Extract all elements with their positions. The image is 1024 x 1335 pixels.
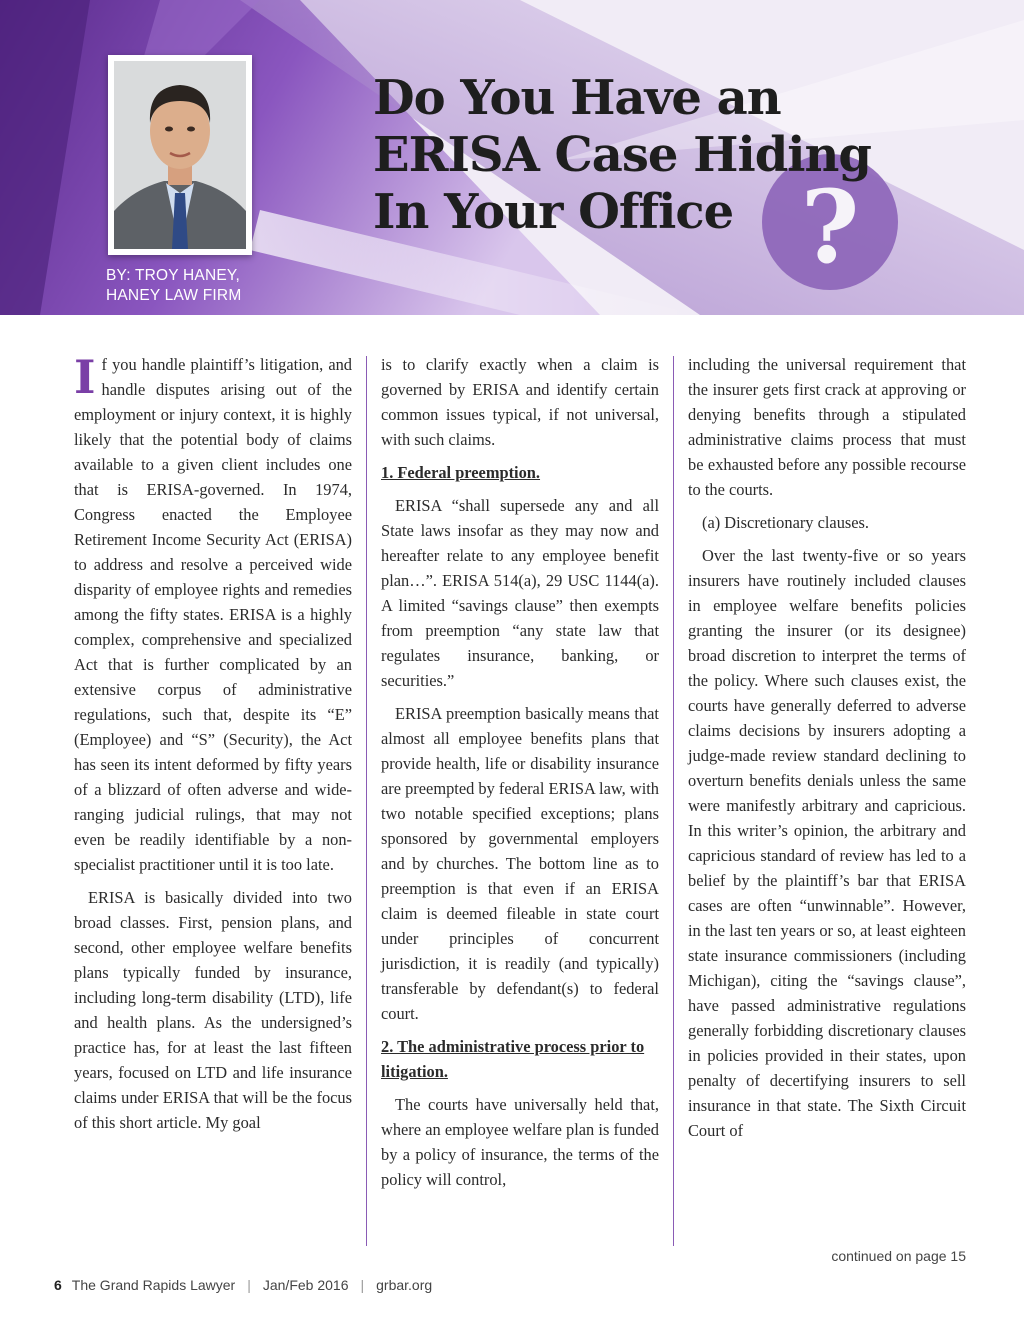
title-line-3: In Your Office: [373, 184, 734, 240]
column-divider: [366, 356, 367, 1246]
continued-note: continued on page 15: [831, 1248, 966, 1264]
byline-author: BY: TROY HANEY,: [106, 267, 240, 284]
paragraph: Over the last twenty-five or so years insurers have routinely included clauses in employee welfare benefits policies granting the insurer (or its designee) broad discretion to interpret the terms of the policy. Where such clauses exist, the courts have generally deferred to adverse claims decisions by insurers adopting a judge-made review standard declining to overturn benefits denials unless the same were manifestly arbitrary and capricious. In this writer’s opinion, the arbitrary and capricious standard of review has led to a belief by the plaintiff’s bar that ERISA cases are often “unwinnable”. However, in the last ten years or so, at least eighteen state insurance commissioners (including Michigan), citing the “savings clause”, have passed administrative regulations generally forbidding discretionary clauses in policies provided in their states, upon penalty of decertifying insurers to sell insurance in that state. The Sixth Circuit Court of: [688, 546, 966, 1140]
paragraph: ERISA is basically divided into two broad classes. First, pension plans, and second, other employee welfare benefits plans typically funded by insurance, including long-term disability (LTD), life and health plans. As the undersigned’s practice has, for at least the last fifteen years, focused on LTD and life insurance claims under ERISA that will be the focus of this short article. My goal: [74, 888, 352, 1132]
byline-firm: HANEY LAW FIRM: [106, 287, 242, 304]
header-banner: [0, 0, 1024, 315]
page-number: 6: [54, 1277, 62, 1293]
author-portrait-icon: [114, 61, 246, 249]
paragraph: The courts have universally held that, where an employee welfare plan is funded by a policy of insurance, the terms of the policy will control,: [381, 1095, 659, 1189]
article-column-3: [688, 352, 966, 1151]
paragraph: ERISA preemption basically means that almost all employee benefits plans that provide health, life or disability insurance are preempted by federal ERISA law, with two notable specified exceptions; plans sponsored by governmental employers and by churches. The bottom line as to preemption is that even if an ERISA claim is deemed fileable in state court under principles of concurrent jurisdiction, it is readily (and typically) transferable by defendant(s) to federal court.: [381, 704, 659, 1023]
subheading: (a) Discretionary clauses.: [702, 513, 870, 532]
title-line-1: Do You Have an: [373, 70, 781, 126]
title-line-2: ERISA Case Hiding: [373, 127, 871, 183]
paragraph: is to clarify exactly when a claim is governed by ERISA and identify certain common issues typical, if not universal, with such claims.: [381, 355, 659, 449]
publication-name: The Grand Rapids Lawyer: [71, 1277, 236, 1293]
article-column-1: [74, 352, 352, 1143]
byline: [106, 266, 306, 306]
issue-date: Jan/Feb 2016: [262, 1277, 349, 1293]
section-heading: 2. The administrative process prior to litigation.: [381, 1037, 645, 1081]
column-divider: [673, 356, 674, 1246]
question-mark-glyph: ?: [800, 170, 860, 280]
drop-cap: I: [74, 350, 96, 404]
author-photo: [108, 55, 252, 255]
article-column-2: [381, 352, 659, 1200]
paragraph: ERISA “shall supersede any and all State laws insofar as they may now and hereafter relate to any employee benefit plan…”. ERISA 514(a), 29 USC 1144(a). A limited “savings clause” then exempts from preemption “any state law that regulates insurance, banking, or securities.”: [381, 496, 659, 690]
section-heading: 1. Federal preemption.: [381, 463, 541, 482]
page-footer: 6 The Grand Rapids Lawyer | Jan/Feb 2016 | grbar.org: [54, 1277, 433, 1293]
paragraph: If you handle plaintiff’s litigation, and handle disputes arising out of the employment or injury context, it is highly likely that the potential body of claims available to a given client includes one that is ERISA-governed. In 1974, Congress enacted the Employee Retirement Income Security Act (ERISA) to address and resolve a perceived wide disparity of employee rights and remedies among the fifty states. ERISA is a highly complex, comprehensive and specialized Act that is further complicated by an extensive corpus of administrative regulations, such that, despite its “E” (Employee) and “S” (Security), the Act has seen its intent deformed by fifty years of a blizzard of often adverse and wide-ranging judicial rulings, that may not even be readily identifiable by a non-specialist practitioner until it is too late.: [74, 350, 352, 874]
page-title: [373, 70, 973, 241]
paragraph: including the universal requirement that the insurer gets first crack at approving or denying benefits through a stipulated administrative claims process that must be exhausted before any possible recourse to the courts.: [688, 355, 966, 499]
website-link[interactable]: grbar.org: [376, 1277, 433, 1293]
